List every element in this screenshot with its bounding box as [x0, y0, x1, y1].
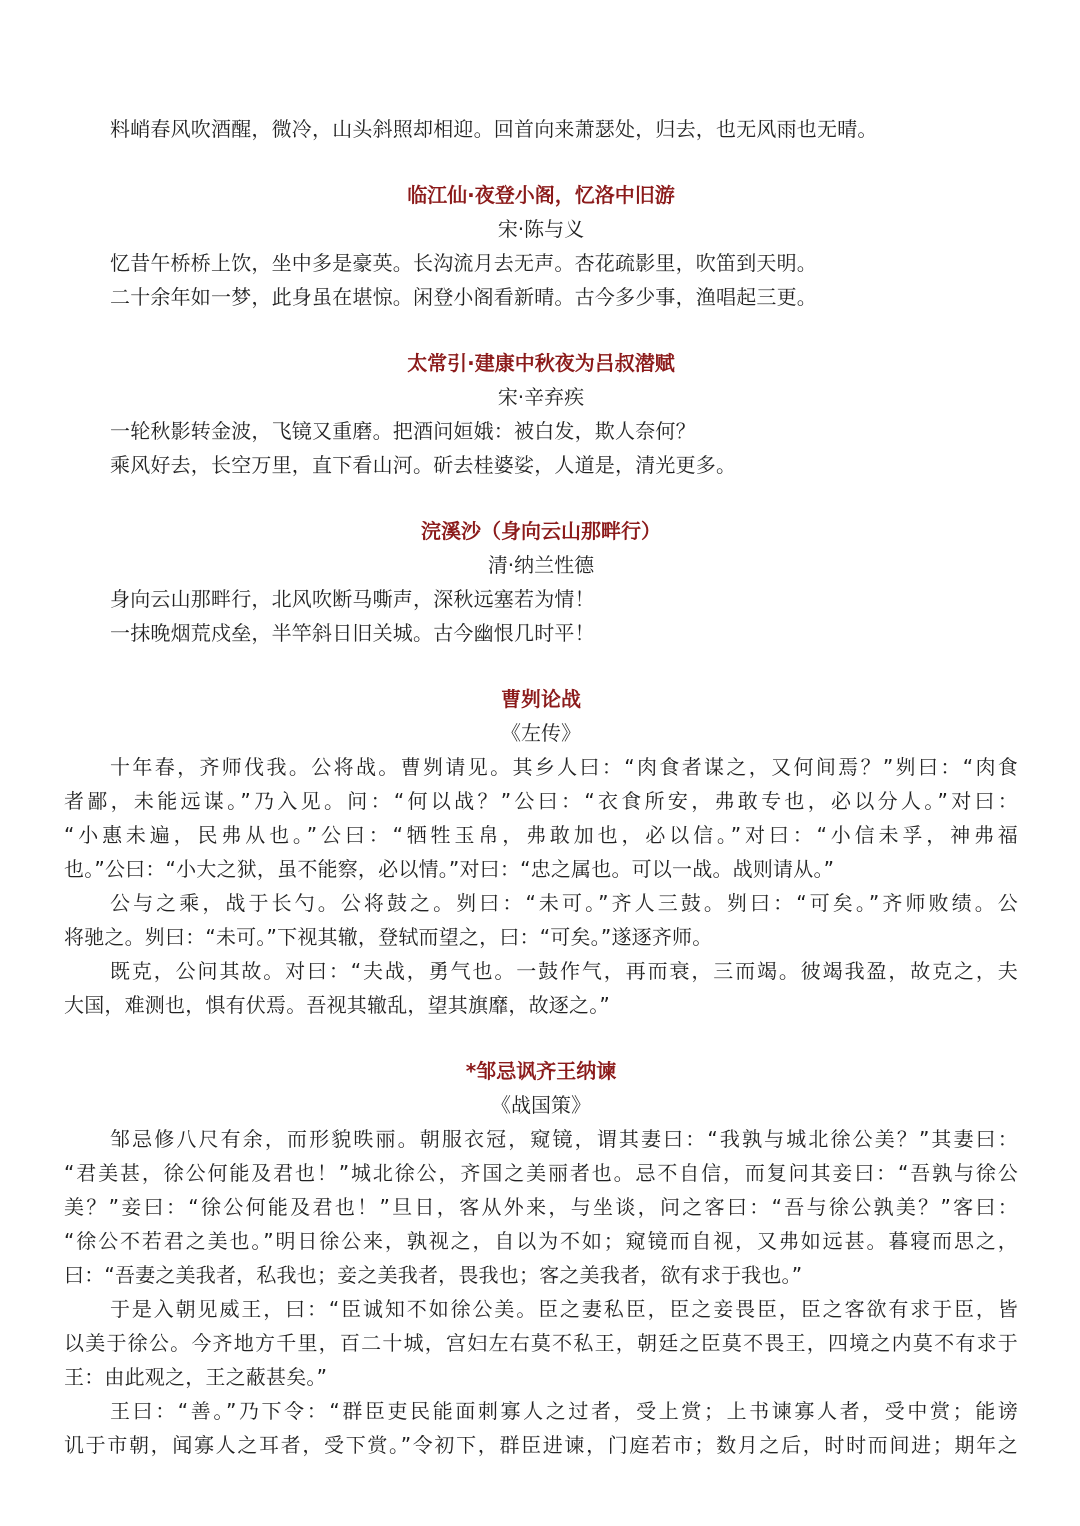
essay-line: 大国，难测也，惧有伏焉。吾视其辙乱，望其旗靡，故逐之。”: [64, 993, 610, 1017]
poem-author: 宋·辛弃疾: [497, 385, 585, 409]
essay-title: 曹刿论战: [501, 687, 581, 711]
essay-line: 美？”妾曰：“徐公何能及君也！”旦日，客从外来，与坐谈，问之客曰：“吾与徐公孰美？”客曰：: [64, 1195, 1018, 1219]
essay-line: “小惠未遍，民弗从也。”公曰：“牺牲玉帛，弗敢加也，必以信。”对曰：“小信未孚，神弗福: [64, 823, 1018, 847]
essay-block: [64, 1054, 1018, 1462]
essay-line: 王：由此观之，王之蔽甚矣。”: [64, 1365, 328, 1389]
essay-line: 王曰：“善。”乃下令：“群臣吏民能面刺寡人之过者，受上赏；上书谏寡人者，受中赏；能谤: [110, 1399, 1018, 1423]
essay-line: 将驰之。刿曰：“未可。”下视其辙，登轼而望之，曰：“可矣。”遂逐齐师。: [64, 925, 713, 949]
poem-line: 忆昔午桥桥上饮，坐中多是豪英。长沟流月去无声。杏花疏影里，吹笛到天明。: [110, 251, 817, 275]
essay-line: 讥于市朝，闻寡人之耳者，受下赏。”令初下，群臣进谏，门庭若市；数月之后，时时而间进；期年之: [64, 1433, 1018, 1457]
poem-author: 清·纳兰性德: [487, 553, 595, 577]
essay-line: “徐公不若君之美也。”明日徐公来，孰视之，自以为不如；窥镜而自视，又弗如远甚。暮寝而思之，: [64, 1229, 1018, 1253]
essay-line: 曰：“吾妻之美我者，私我也；妾之美我者，畏我也；客之美我者，欲有求于我也。”: [64, 1263, 803, 1287]
poem-line: 料峭春风吹酒醒，微冷，山头斜照却相迎。回首向来萧瑟处，归去，也无风雨也无晴。: [110, 117, 878, 141]
essay-line: 也。”公曰：“小大之狱，虽不能察，必以情。”对曰：“忠之属也。可以一战。战则请从。”: [64, 857, 835, 881]
essay-line: 以美于徐公。今齐地方千里，百二十城，宫妇左右莫不私王，朝廷之臣莫不畏王，四境之内莫不有求于: [64, 1331, 1018, 1355]
poem-block: [64, 178, 1018, 314]
essay-line: 邹忌修八尺有余，而形貌昳丽。朝服衣冠，窥镜，谓其妻曰：“我孰与城北徐公美？”其妻曰：: [110, 1127, 1018, 1151]
poem-line: 身向云山那畔行，北风吹断马嘶声，深秋远塞若为情！: [110, 587, 595, 611]
poem-line: 乘风好去，长空万里，直下看山河。斫去桂婆娑，人道是，清光更多。: [110, 453, 737, 477]
essay-block: [64, 682, 1018, 1022]
poem-tail: [64, 112, 1018, 146]
essay-line: 十年春，齐师伐我。公将战。曹刿请见。其乡人曰：“肉食者谋之，又何间焉？”刿曰：“肉食: [110, 755, 1018, 779]
essay-line: 于是入朝见威王，曰：“臣诚知不如徐公美。臣之妻私臣，臣之妾畏臣，臣之客欲有求于臣，皆: [110, 1297, 1018, 1321]
poem-title: 太常引·建康中秋夜为吕叔潜赋: [407, 351, 675, 375]
essay-source: 《左传》: [501, 721, 581, 745]
poem-line: 一轮秋影转金波，飞镜又重磨。把酒问姮娥：被白发，欺人奈何？: [110, 419, 696, 443]
poem-block: [64, 346, 1018, 482]
poem-line: 一抹晚烟荒戍垒，半竿斜日旧关城。古今幽恨几时平！: [110, 621, 595, 645]
essay-line: 公与之乘，战于长勺。公将鼓之。刿曰：“未可。”齐人三鼓。刿曰：“可矣。”齐师败绩。公: [110, 891, 1018, 915]
poem-line: 二十余年如一梦，此身虽在堪惊。闲登小阁看新晴。古今多少事，渔唱起三更。: [110, 285, 817, 309]
essay-source: 《战国策》: [491, 1093, 591, 1117]
poem-block: [64, 514, 1018, 650]
essay-line: 既克，公问其故。对曰：“夫战，勇气也。一鼓作气，再而衰，三而竭。彼竭我盈，故克之，夫: [110, 959, 1018, 983]
essay-line: “君美甚，徐公何能及君也！”城北徐公，齐国之美丽者也。忌不自信，而复问其妾曰：“吾孰与徐公: [64, 1161, 1018, 1185]
poem-author: 宋·陈与义: [497, 217, 585, 241]
poem-title: 浣溪沙（身向云山那畔行）: [421, 519, 661, 543]
poem-title: 临江仙·夜登小阁，忆洛中旧游: [407, 183, 675, 207]
essay-line: 者鄙，未能远谋。”乃入见。问：“何以战？”公曰：“衣食所安，弗敢专也，必以分人。”对曰：: [64, 789, 1018, 813]
essay-title: *邹忌讽齐王纳谏: [465, 1059, 617, 1083]
